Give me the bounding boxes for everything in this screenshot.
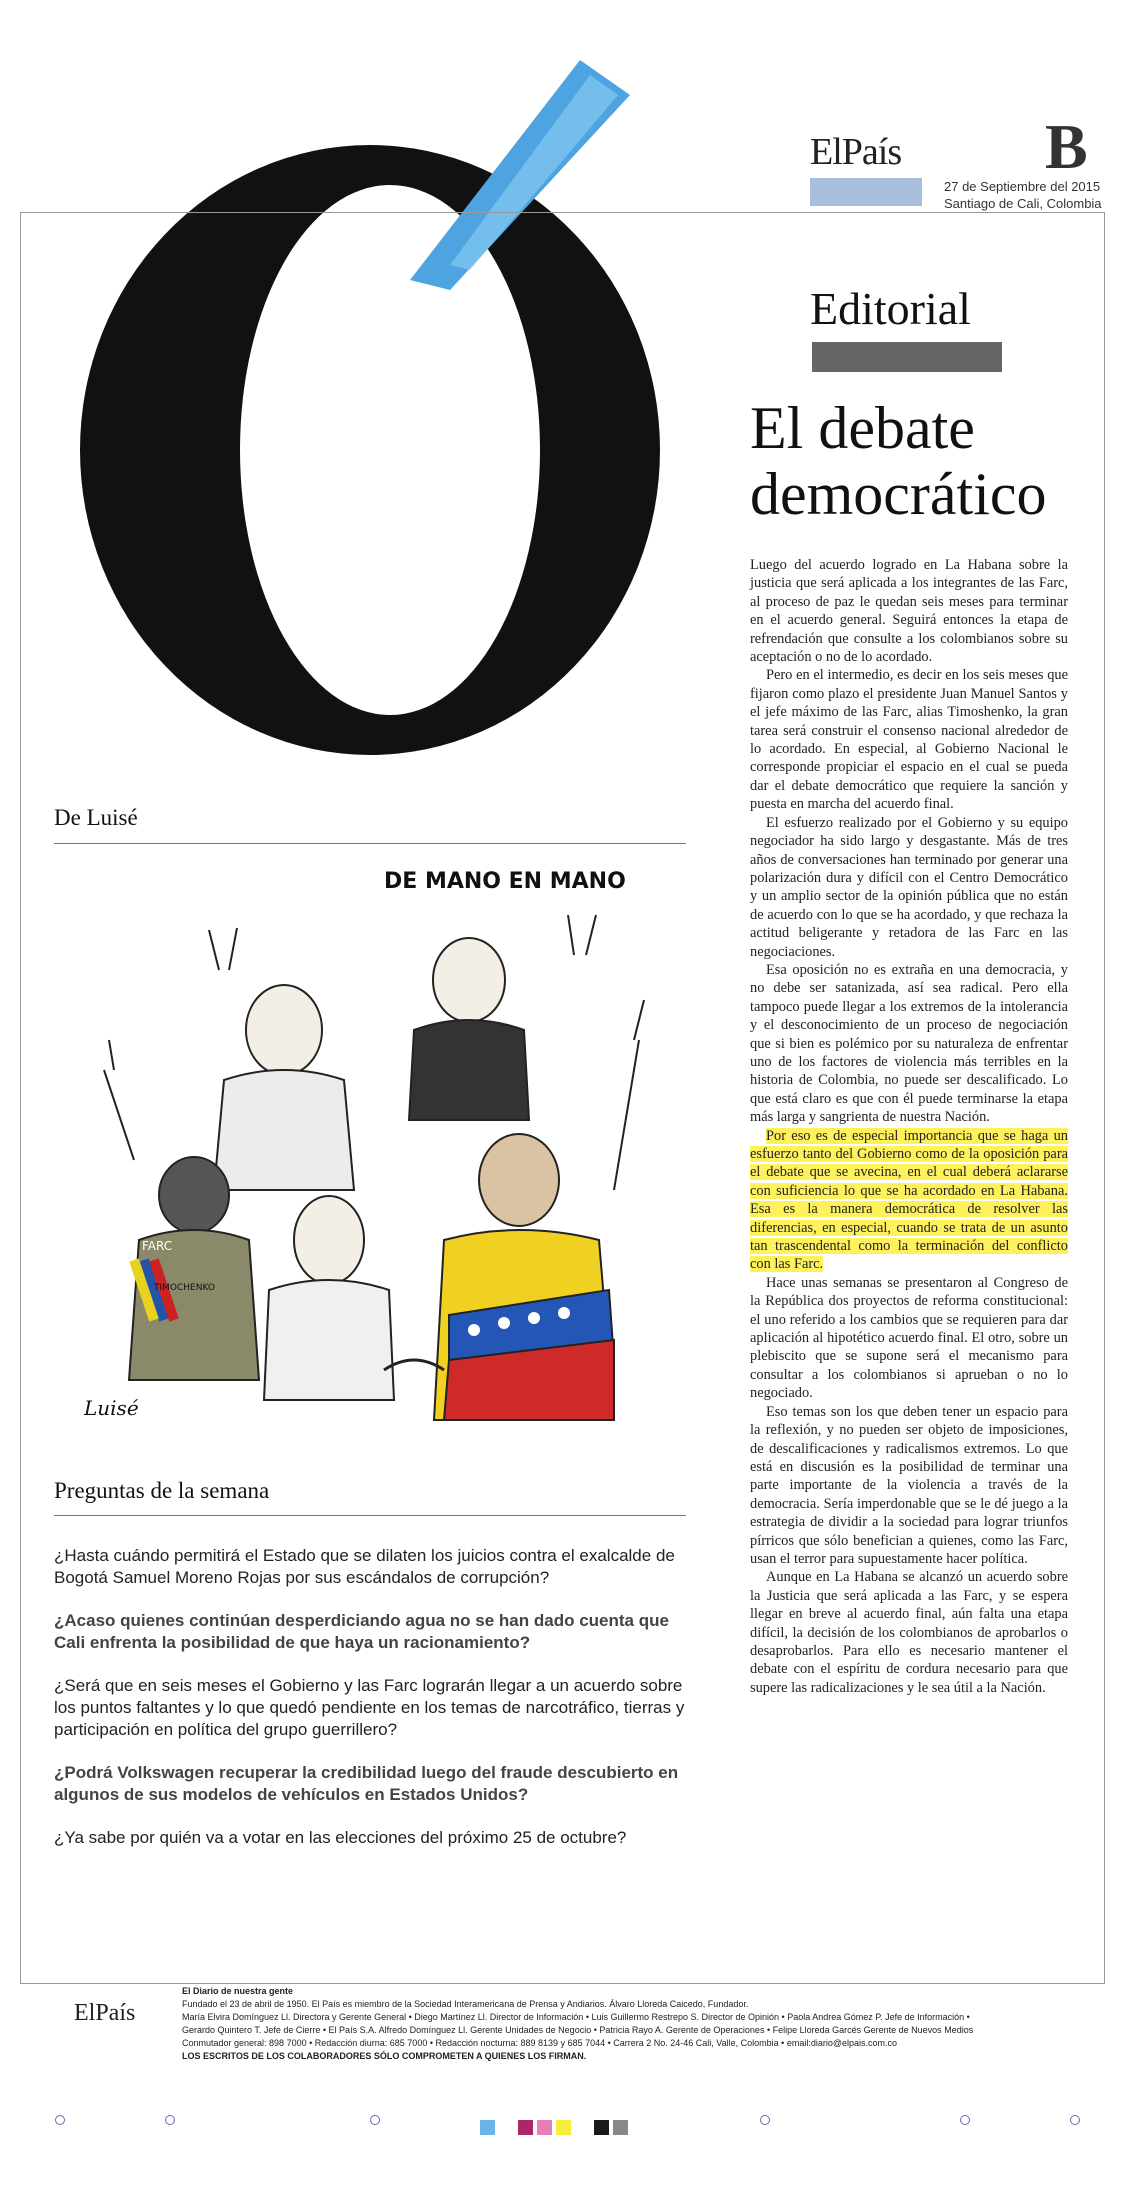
place: Santiago de Cali, Colombia — [944, 196, 1102, 211]
color-swatch — [594, 2120, 609, 2135]
questions-title: Preguntas de la semana — [54, 1478, 270, 1503]
registration-mark-icon — [760, 2115, 770, 2125]
cartoon-signature: Luisé — [84, 1396, 139, 1420]
date-line — [944, 178, 1102, 212]
color-swatch — [480, 2120, 495, 2135]
article-paragraph: Pero en el intermedio, es decir en los seis meses que fijaron como plazo el presidente Juan Manuel Santos y el jefe máximo de las Farc, alias Timoshenko, la gran tarea será construir el consenso nacional alrededor de lo acordado. En especial, al Gobierno Nacional le corresponde propiciar el espacio en el cual se pueda dar el debate democrático que requiere la sanción y puesta en marcha del acuerdo final. — [750, 667, 1068, 813]
cartoon-label: De Luisé — [54, 805, 138, 830]
registration-mark-icon — [1070, 2115, 1080, 2125]
editorial-article — [750, 556, 1068, 1697]
article-paragraph: Hace unas semanas se presentaron al Congreso de la República dos proyectos de reforma constitucional: el uno referido a los cambios que se requieren para dar aplicación al hipotético acuerdo final. El otro, sobre un plebiscito que se supone será el mecanismo para consultar a los colombianos si aprueban o no lo negociado. — [750, 1274, 1068, 1402]
footer-line: Gerardo Quintero T. Jefe de Cierre • El País S.A. Alfredo Domínguez Ll. Gerente Unidades de Negocio • Patricia Rayo A. Gerente de Operaciones • Felipe Lloreda Garcés Gerente de Nuevos Medios — [182, 2025, 974, 2035]
footer — [22, 1985, 1102, 2095]
footer-line: María Elvira Domínguez Ll. Directora y Gerente General • Diego Martínez Ll. Director de Información • Luis Guillermo Restrepo S. Director de Opinión • Paola Andrea Gómez P. Jefe de Información • — [182, 2012, 970, 2022]
cartoon-illustration — [54, 860, 686, 1445]
section-bar — [812, 342, 1002, 372]
registration-mark-icon — [960, 2115, 970, 2125]
color-swatch — [556, 2120, 571, 2135]
questions-list — [54, 1545, 694, 1870]
footer-tagline: El Diario de nuestra gente — [182, 1986, 294, 1996]
headline: El debate democrático — [750, 395, 1047, 527]
footer-logo: ElPaís — [74, 2000, 136, 2026]
farc-badge: FARC — [142, 1239, 173, 1253]
article-paragraph: Esa oposición no es extraña en una democracia, y no debe ser satanizada, así sea radical. Pero ella tampoco puede llegar a los extremos de la intolerancia y el desconocimiento de un proceso de negociación que si bien es polémico por su naturaleza de enfrentar uno de los factores de violencia más terribles en la historia de Colombia, no puede ser descalificado. Lo que está claro es que con él puede terminarse la etapa más larga y sangrienta de nuestra Nación. — [750, 961, 1068, 1126]
question-item: ¿Podrá Volkswagen recuperar la credibilidad luego del fraude descubierto en algunos de sus modelos de vehículos en Estados Unidos? — [54, 1763, 679, 1804]
article-paragraph: Eso temas son los que deben tener un espacio para la reflexión, y no pueden ser objeto de imposiciones, de descalificaciones y radicalismos extremos. Lo que está en discusión es la posibilidad de terminar una parte importante de la violencia a través de la democracia. Sería imperdonable que se le dé juego a la estrategia de dividir a la sociedad para lograr triunfos pírricos que sólo benefician a quienes, como las Farc, usan el terror para supuestamente hacer política. — [750, 1403, 1068, 1567]
article-paragraph-highlighted: Por eso es de especial importancia que se haga un esfuerzo tanto del Gobierno como de la oposición para el debate que se avecina, en el cual deberá aclararse con suficiencia lo que se ha acordado en La Habana. Esa es la manera democrática de resolver las diferencias, en especial, cuando se trata de un asunto tan trascendental como la terminación del conflicto con las Farc. — [750, 1127, 1068, 1273]
color-swatch — [613, 2120, 628, 2135]
registration-mark-icon — [370, 2115, 380, 2125]
registration-mark-icon — [55, 2115, 65, 2125]
section-title: Editorial — [810, 283, 971, 334]
article-paragraph: Luego del acuerdo logrado en La Habana sobre la justicia que será aplicada a los integrantes de las Farc, al proceso de paz le quedan seis meses para terminar en el acuerdo general. Seguirá entonces la etapa de refrendación que consulte a los colombianos sobre su aceptación o no de lo acordado. — [750, 557, 1068, 666]
divider — [54, 843, 686, 844]
divider — [54, 1515, 686, 1516]
footer-line: Conmutador general: 898 7000 • Redacción diurna: 685 7000 • Redacción nocturna: 889 8139 y 685 7044 • Carrera 2 No. 24-46 Cali, Valle, Colombia • email:diario@elpais.com.co — [182, 2038, 897, 2048]
footer-credits — [182, 1985, 1092, 2063]
cartoon-caption: DE MANO EN MANO — [384, 869, 626, 894]
registration-mark-icon — [165, 2115, 175, 2125]
masthead-logo: ElPaís — [810, 131, 902, 173]
date: 27 de Septiembre del 2015 — [944, 179, 1101, 194]
color-swatch — [518, 2120, 533, 2135]
question-item: ¿Será que en seis meses el Gobierno y las Farc lograrán llegar a un acuerdo sobre los puntos faltantes y lo que quedó pendiente en los temas de narcotráfico, tierras y participación en política del grupo guerrillero? — [54, 1676, 685, 1739]
color-swatch — [537, 2120, 552, 2135]
section-letter: B — [1045, 111, 1088, 182]
color-swatch — [499, 2120, 514, 2135]
logo-bar — [810, 178, 922, 206]
article-paragraph: Aunque en La Habana se alcanzó un acuerdo sobre la Justicia que será aplicada a las Farc, y se espera llegar en breve al acuerdo final, aún falta una etapa difícil, la decisión de los colombianos de aprobarlos o desaprobarlos. Para ello es necesario mantener el debate con el espíritu de cordura necesario para que supere las radicalizaciones y le sea útil a la Nación. — [750, 1569, 1068, 1696]
question-item: ¿Ya sabe por quién va a votar en las elecciones del próximo 25 de octubre? — [54, 1828, 627, 1847]
name-tag: TIMOCHENKO — [154, 1283, 215, 1293]
color-swatches — [480, 2120, 628, 2135]
masthead — [810, 130, 922, 206]
footer-line: LOS ESCRITOS DE LOS COLABORADORES SÓLO COMPROMETEN A QUIENES LOS FIRMAN. — [182, 2051, 587, 2061]
article-paragraph: El esfuerzo realizado por el Gobierno y su equipo negociador ha sido largo y desgastante. Más de tres años de conversaciones han terminado por generar una polarización dura y difícil con el Centro Democrático y un amplio sector de la opinión pública que no están de acuerdo con lo que se ha acordado, y que rechaza la actitud beligerante y retadora de las Farc en las negociaciones. — [750, 814, 1068, 960]
question-item: ¿Acaso quienes continúan desperdiciando agua no se han dado cuenta que Cali enfrenta la posibilidad de que haya un racionamiento? — [54, 1611, 669, 1652]
color-swatch — [575, 2120, 590, 2135]
question-item: ¿Hasta cuándo permitirá el Estado que se dilaten los juicios contra el exalcalde de Bogotá Samuel Moreno Rojas por sus escándalos de corrupción? — [54, 1546, 675, 1587]
footer-line: Fundado el 23 de abril de 1950. El País es miembro de la Sociedad Interamericana de Prensa y Andiarios. Álvaro Lloreda Caicedo, Fundador. — [182, 1999, 749, 2009]
